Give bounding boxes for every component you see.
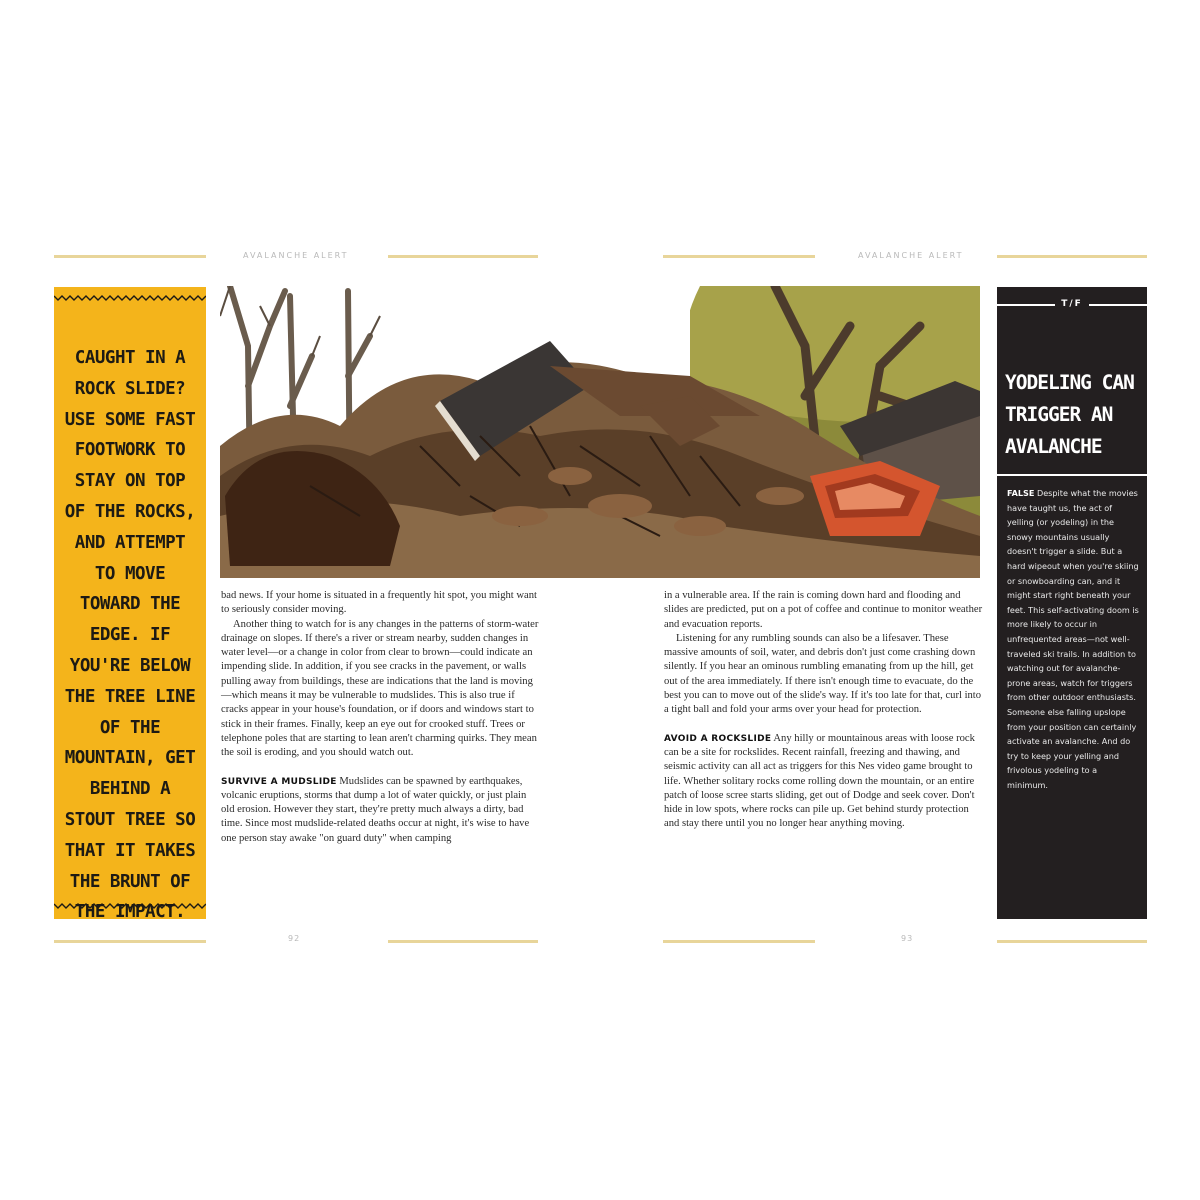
column-left-paragraph-2: Another thing to watch for is any changes in the patterns of storm-water drainage on slopes. If there's a river or stream nearby, sudden changes in water level—or a change in color from clear to brown—could indicate an impending slide. In addition, if you see cracks in the pavement, or walls pulling away from buildings, these are indications that the land is moving—which means it may be vulnerable to mudslides. This is also true if cracks appear in your house's foundation, or if doors and windows start to stick in their frames. Finally, keep an eye out for crooked stuff. Trees or telephone poles that are starting to lean aren't charming quirks. They mean the soil is eroding, and you should watch out.: [221, 618, 539, 759]
zigzag-bottom-border-icon: [54, 901, 206, 911]
zigzag-top-border-icon: [54, 293, 206, 303]
top-rule-left-inner: [388, 255, 538, 258]
tf-verdict: FALSE: [1007, 488, 1035, 498]
running-head-left: AVALANCHE ALERT: [243, 251, 349, 260]
survive-mudslide-heading: SURVIVE A MUDSLIDE: [221, 776, 337, 787]
column-left-paragraph-1: bad news. If your home is situated in a frequently hit spot, you might want to seriously consider moving.: [221, 590, 537, 616]
mudslide-illustration: [220, 286, 980, 578]
tf-heading: YODELING CAN TRIGGER AN AVALANCHE: [1005, 371, 1134, 458]
body-column-right: [664, 589, 984, 832]
top-rule-left-outer: [54, 255, 206, 258]
sidebar-quote-text: CAUGHT IN A ROCK SLIDE? USE SOME FAST FOOTWORK TO STAY ON TOP OF THE ROCKS, AND ATTEMPT TO MOVE TOWARD THE EDGE. IF YOU'RE BELOW THE TREE LINE OF THE MOUNTAIN, GET BEHIND A STOUT TREE SO THAT IT TAKES THE BRUNT OF THE IMPACT.: [64, 348, 196, 919]
tf-label: T/F: [1061, 299, 1083, 309]
true-false-box: [997, 287, 1147, 919]
tf-body-text: Despite what the movies have taught us, the act of yelling (or yodeling) in the snowy mountains usually doesn't trigger a slide. But a hard wipeout when you're skiing or snowboarding can, and it might start right beneath your feet. This self-activating doom is more likely to occur in unfrequented areas—not well-traveled ski trails. In addition to watching out for avalanche-prone areas, watch for triggers from other outdoor enthusiasts. Someone else falling upslope from your position can certainly activate an avalanche. And do try to keep your yelling and frivolous yodeling to a minimum.: [1007, 488, 1139, 790]
bottom-rule-left-outer: [54, 940, 206, 943]
bottom-rule-left-inner: [388, 940, 538, 943]
avoid-rockslide-heading: AVOID A ROCKSLIDE: [664, 733, 772, 744]
column-right-paragraph-2: Listening for any rumbling sounds can also be a lifesaver. These massive amounts of soil, water, and debris don't just come crashing down silently. If you hear an ominous rumbling emanating from up the hill, get out of the area immediately. If there isn't enough time to evacuate, do the best you can to move out of the slide's way. If it's too late for that, curl into a tight ball and fold your arms over your head for protection.: [664, 632, 982, 716]
top-rule-right-outer: [997, 255, 1147, 258]
page-number-right: 93: [901, 934, 914, 943]
column-left-paragraph-3: [221, 775, 541, 846]
bottom-rule-right-outer: [997, 940, 1147, 943]
column-left-paragraph-3-text: Mudslides can be spawned by earthquakes, volcanic eruptions, storms that dump a lot of water quickly, or just plain old erosion. However they start, they're pretty much always a dirty, bad time. Since most mudslide-related deaths occur at night, it's wise to have one person stay awake "on guard duty" when camping: [221, 775, 530, 844]
mudslide-illustration-icon: [220, 286, 980, 578]
bottom-rule-right-inner: [663, 940, 815, 943]
sidebar-quote-box: [54, 287, 206, 919]
running-head-right: AVALANCHE ALERT: [858, 251, 964, 260]
page-number-left: 92: [288, 934, 301, 943]
top-rule-right-inner: [663, 255, 815, 258]
tf-rule-middle: [997, 474, 1147, 476]
column-right-paragraph-3: [664, 732, 984, 832]
tf-body: [1007, 486, 1139, 792]
column-right-paragraph-1: in a vulnerable area. If the rain is coming down hard and flooding and slides are predicted, put on a pot of coffee and continue to monitor weather and evacuation reports.: [664, 590, 983, 630]
body-column-left: [221, 589, 541, 846]
column-right-paragraph-3-text: Any hilly or mountainous areas with loose rock can be a site for rockslides. Recent rainfall, freezing and thawing, and seismic activity can all act as triggers for this Nes video game brought to life. Whether solitary rocks come rolling down the mountain, or an entire patch of loose scree starts sliding, get out of Dodge and seek cover. Don't hide in low spots, where rocks can pile up. Get behind sturdy protection and stay there until you no longer hear anything moving.: [664, 732, 975, 830]
